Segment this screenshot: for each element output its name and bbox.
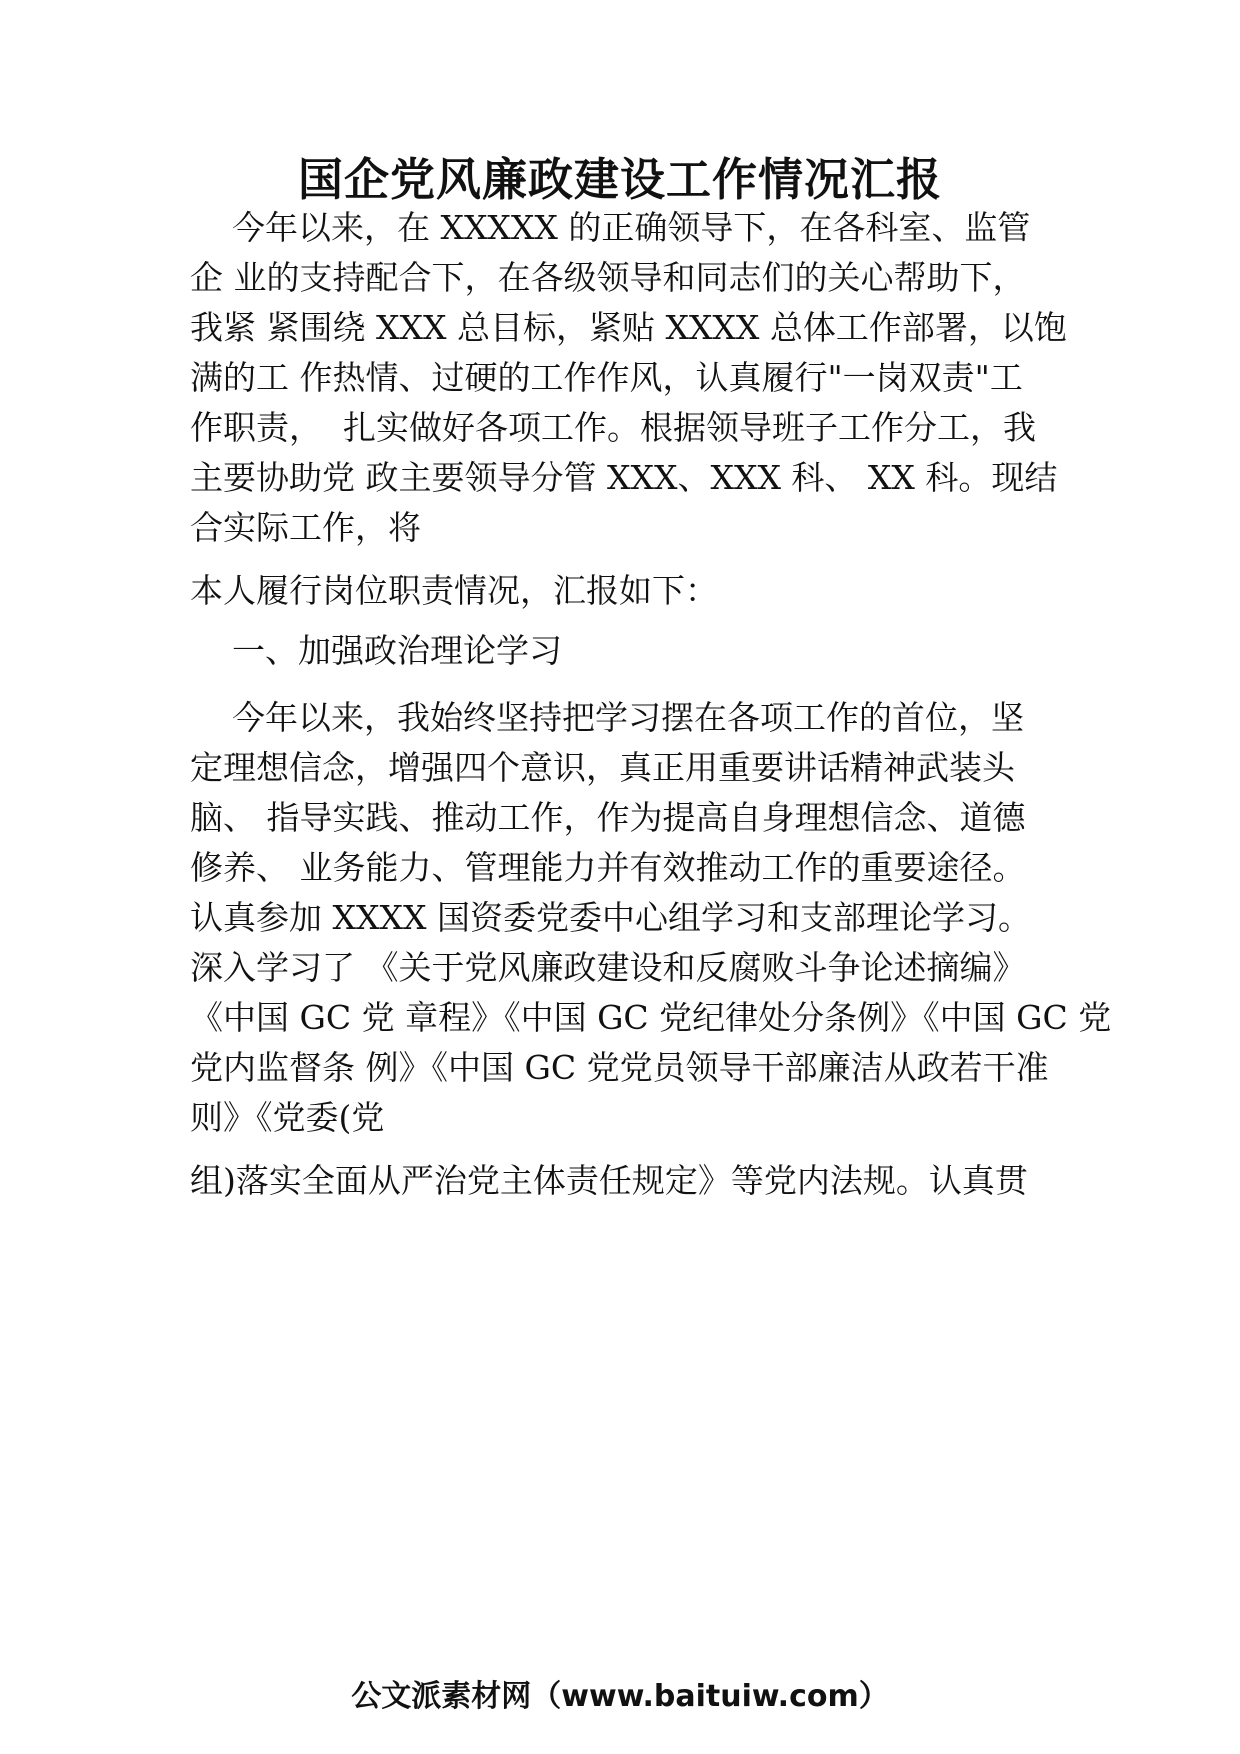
paragraph-line: 本人履行岗位职责情况，汇报如下： bbox=[190, 571, 718, 610]
paragraph-line: 今年以来，我始终坚持把学习摆在各项工作的首位，坚 bbox=[190, 698, 1024, 737]
paragraph-line: 主要协助党 政主要领导分管 XXX、XXX 科、 XX 科。现结 bbox=[190, 458, 1058, 497]
paragraph-line: 脑、 指导实践、推动工作，作为提高自身理想信念、道德 bbox=[190, 798, 1026, 837]
paragraph-line: 认真参加 XXXX 国资委党委中心组学习和支部理论学习。 bbox=[190, 898, 1031, 937]
paragraph-line: 合实际工作，将 bbox=[190, 508, 421, 547]
paragraph-line: 定理想信念，增强四个意识，真正用重要讲话精神武装头 bbox=[190, 748, 1015, 787]
paragraph-line: 企 业的支持配合下，在各级领导和同志们的关心帮助下， bbox=[190, 258, 1026, 297]
paragraph-line: 作职责， 扎实做好各项工作。根据领导班子工作分工，我 bbox=[190, 408, 1036, 447]
footer-source: 公文派素材网（www.baituiw.com） bbox=[351, 1679, 889, 1714]
paragraph-line: 修养、 业务能力、管理能力并有效推动工作的重要途径。 bbox=[190, 848, 1026, 887]
paragraph-line: 《中国 GC 党 章程》《中国 GC 党纪律处分条例》《中国 GC 党 bbox=[190, 998, 1112, 1037]
paragraph-line: 组)落实全面从严治党主体责任规定》等党内法规。认真贯 bbox=[190, 1161, 1028, 1200]
document-title: 国企党风廉政建设工作情况汇报 bbox=[297, 153, 942, 206]
paragraph-line: 今年以来，在 XXXXX 的正确领导下，在各科室、监管 bbox=[190, 208, 1031, 247]
paragraph-line: 满的工 作热情、过硬的工作作风，认真履行"一岗双责"工 bbox=[190, 358, 1023, 397]
paragraph-line: 则》《党委(党 bbox=[190, 1098, 385, 1137]
paragraph-line: 党内监督条 例》《中国 GC 党党员领导干部廉洁从政若干准 bbox=[190, 1048, 1049, 1087]
paragraph-line: 深入学习了 《关于党风廉政建设和反腐败斗争论述摘编》 bbox=[190, 948, 1026, 987]
section-heading: 一、加强政治理论学习 bbox=[190, 631, 562, 670]
paragraph-line: 我紧 紧围绕 XXX 总目标，紧贴 XXXX 总体工作部署，以饱 bbox=[190, 308, 1067, 347]
